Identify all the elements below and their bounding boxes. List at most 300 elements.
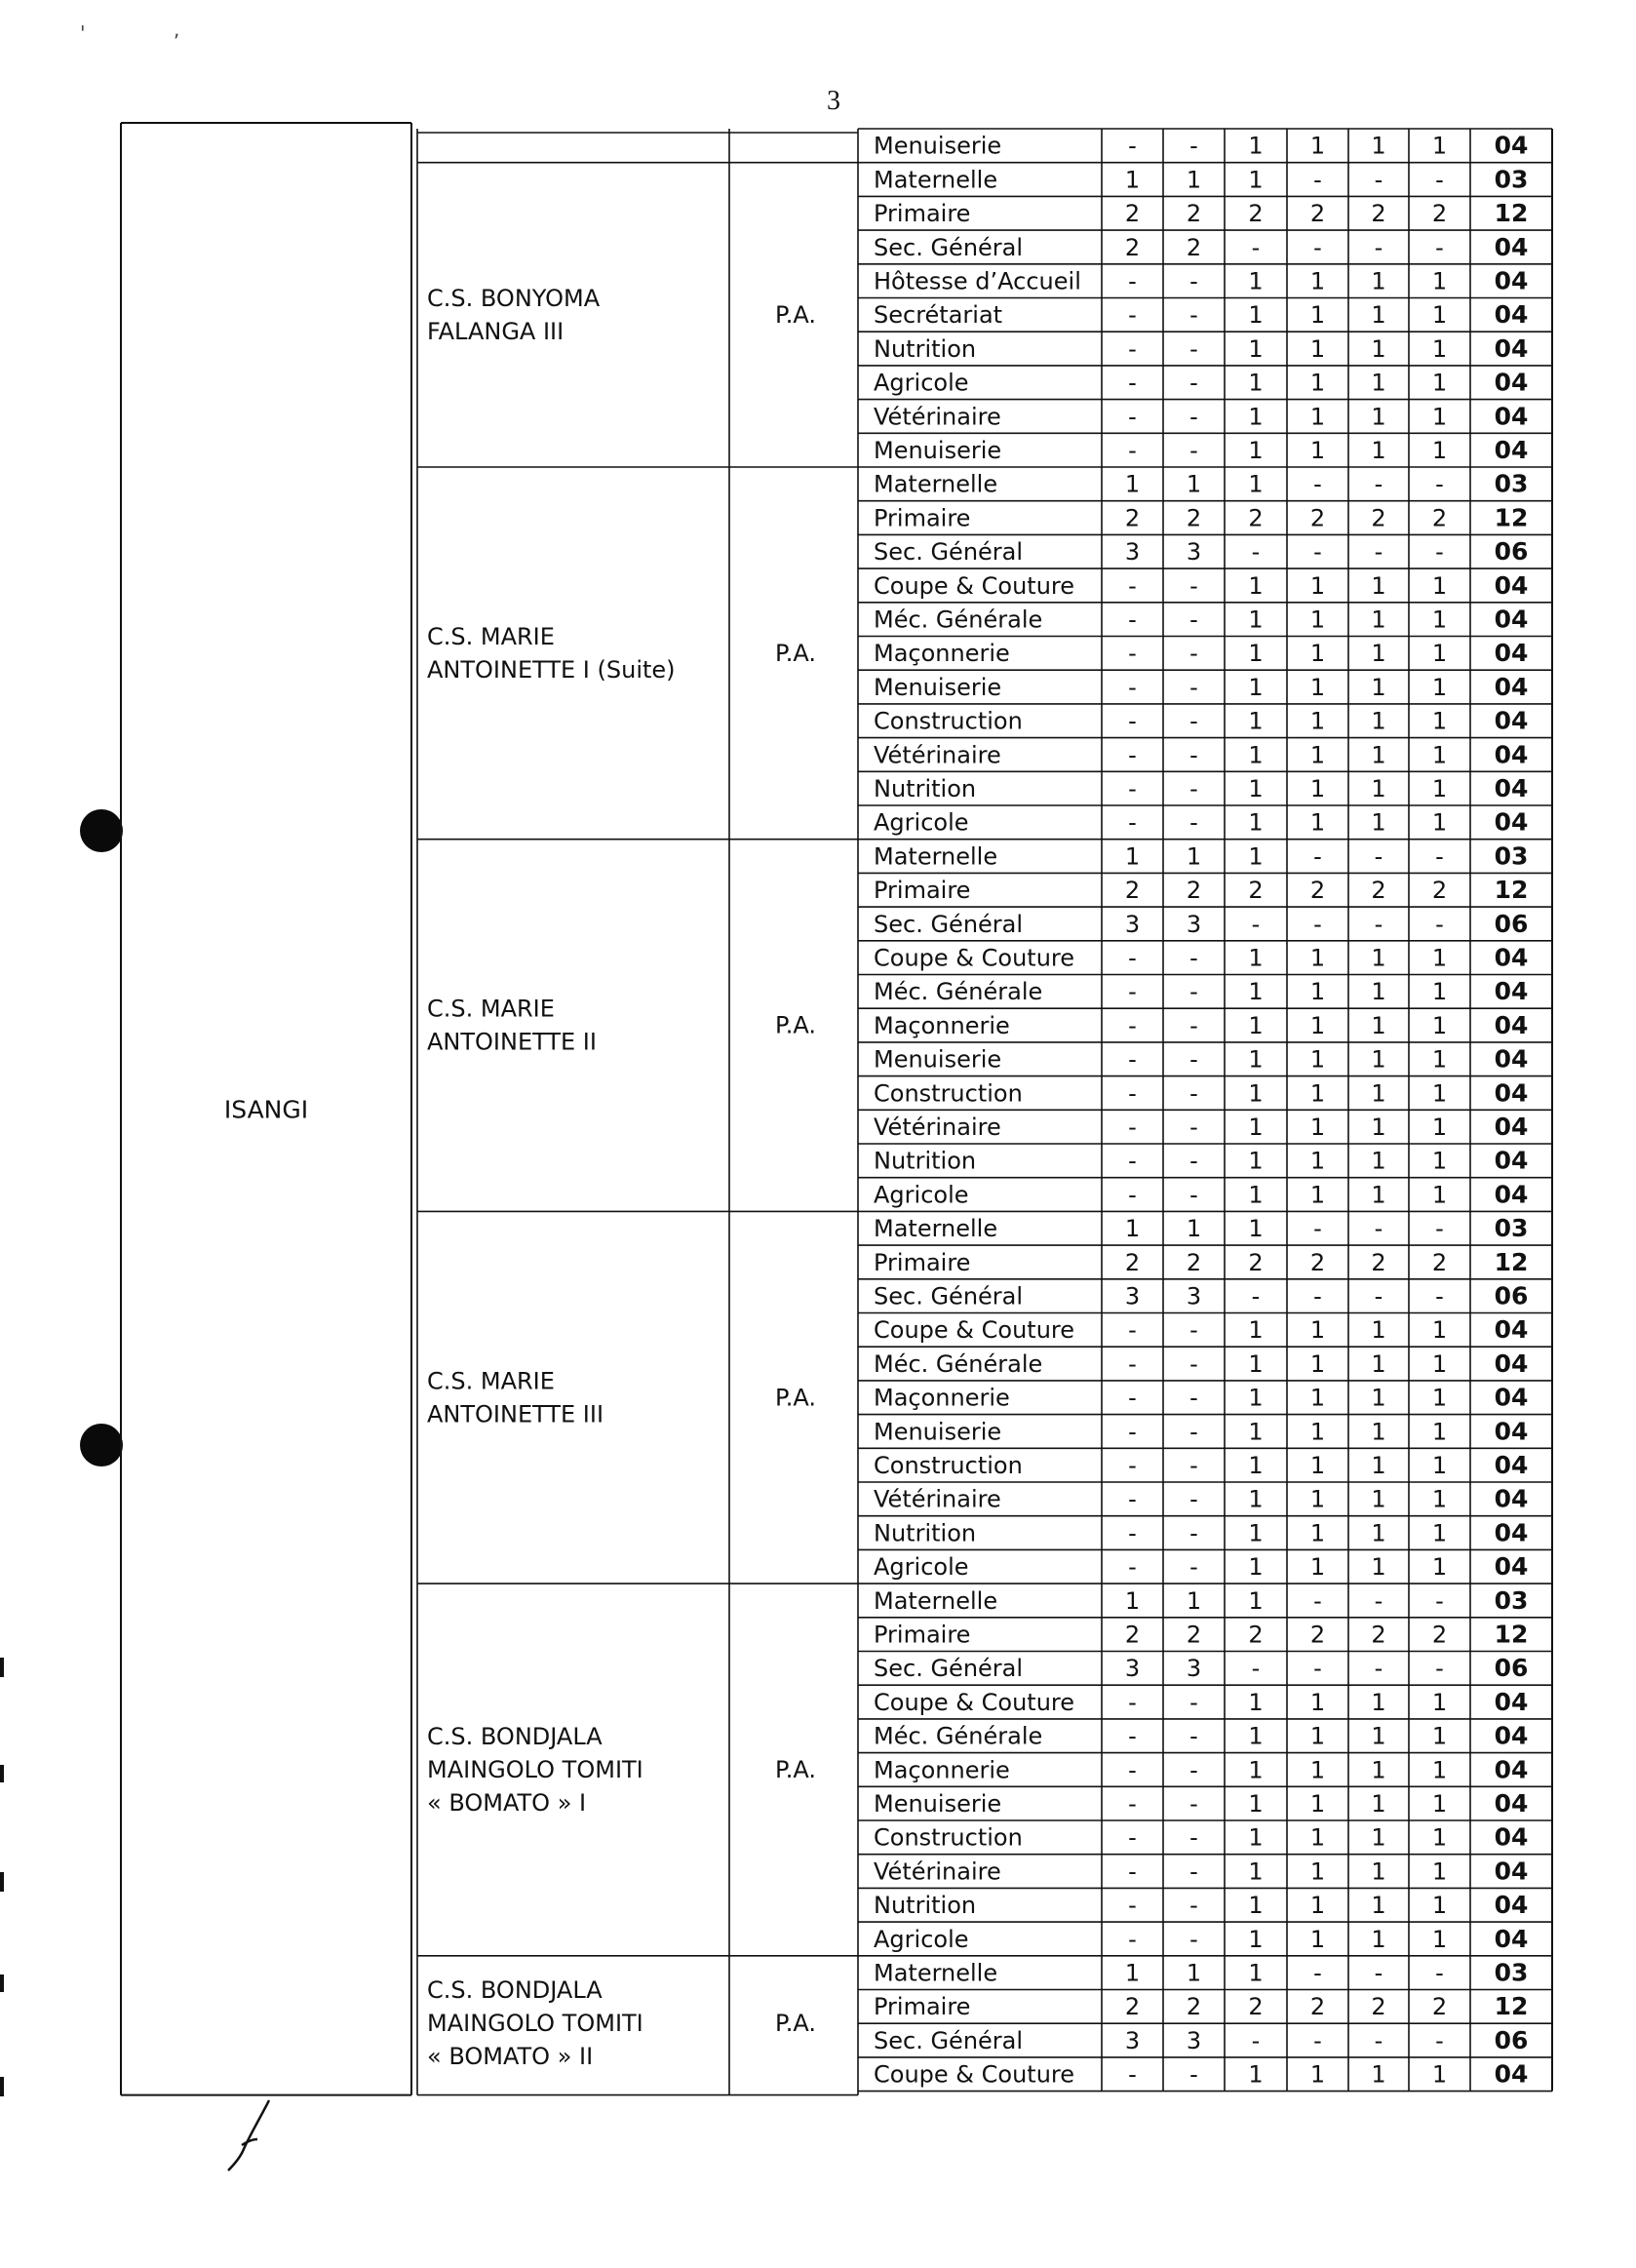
count-cell: 1	[1248, 1722, 1264, 1750]
total-cell: 04	[1494, 436, 1529, 464]
count-cell: 1	[1371, 1892, 1386, 1920]
count-cell: -	[1189, 944, 1198, 972]
count-cell: 3	[1186, 1282, 1202, 1310]
count-cell: 1	[1431, 775, 1448, 802]
count-cell: -	[1128, 2060, 1137, 2089]
count-cell: -	[1313, 538, 1322, 567]
count-cell: 1	[1371, 437, 1386, 464]
count-cell: -	[1189, 1823, 1198, 1852]
total-cell: 12	[1494, 199, 1529, 228]
subject-label: Sec. Général	[874, 233, 1024, 261]
count-cell: -	[1313, 2026, 1322, 2054]
count-cell: 1	[1248, 1756, 1264, 1784]
count-cell: -	[1128, 1485, 1137, 1513]
count-cell: 2	[1431, 200, 1448, 228]
total-cell: 04	[1494, 1687, 1529, 1716]
subject-label: Agricole	[874, 808, 969, 837]
count-cell: -	[1128, 775, 1137, 802]
count-cell: -	[1313, 233, 1322, 261]
total-cell: 12	[1494, 1620, 1529, 1649]
count-cell: -	[1128, 1857, 1137, 1886]
count-cell: 1	[1431, 301, 1448, 330]
count-cell: 1	[1371, 1349, 1386, 1378]
count-cell: 1	[1431, 1519, 1448, 1547]
count-cell: -	[1189, 403, 1198, 431]
count-cell: 1	[1248, 707, 1264, 735]
center-name: C.S. MARIE	[427, 1367, 555, 1395]
count-cell: -	[1189, 1857, 1198, 1886]
count-cell: 2	[1371, 504, 1386, 532]
count-cell: -	[1128, 1519, 1137, 1547]
subject-label: Primaire	[874, 504, 971, 532]
center-name: « BOMATO » II	[427, 2043, 594, 2071]
count-cell: -	[1435, 1959, 1444, 1987]
count-cell: 2	[1186, 1248, 1202, 1276]
total-cell: 04	[1494, 1315, 1529, 1345]
subject-label: Coupe & Couture	[874, 1316, 1075, 1345]
center-type: P.A.	[775, 639, 816, 667]
total-cell: 03	[1494, 1585, 1529, 1615]
count-cell: 1	[1309, 1011, 1326, 1039]
subject-label: Secrétariat	[874, 301, 1003, 330]
count-cell: 1	[1309, 1553, 1326, 1582]
count-cell: 1	[1371, 707, 1386, 735]
count-cell: -	[1128, 707, 1137, 735]
count-cell: 1	[1431, 673, 1448, 701]
count-cell: 1	[1309, 1349, 1326, 1378]
count-cell: 2	[1371, 1248, 1386, 1276]
count-cell: -	[1128, 1722, 1137, 1750]
subject-label: Nutrition	[874, 334, 977, 363]
count-cell: 3	[1186, 2026, 1202, 2054]
count-cell: 2	[1186, 504, 1202, 532]
total-cell: 04	[1494, 672, 1529, 701]
center-name: MAINGOLO TOMITI	[427, 2010, 643, 2038]
center-name: « BOMATO » I	[427, 1788, 587, 1817]
count-cell: 1	[1371, 1857, 1386, 1886]
count-cell: 1	[1309, 978, 1326, 1006]
count-cell: 1	[1431, 334, 1448, 363]
subject-label: Vétérinaire	[874, 1114, 1001, 1141]
count-cell: 1	[1309, 1384, 1326, 1412]
count-cell: 1	[1431, 640, 1448, 668]
total-cell: 04	[1494, 1552, 1529, 1582]
count-cell: -	[1189, 334, 1198, 363]
subject-label: Menuiserie	[874, 437, 1002, 464]
count-cell: 2	[1248, 1993, 1264, 2021]
count-cell: -	[1189, 1181, 1198, 1209]
count-cell: 1	[1431, 1925, 1448, 1953]
total-cell: 04	[1494, 1789, 1529, 1818]
count-cell: -	[1128, 978, 1137, 1006]
count-cell: -	[1189, 369, 1198, 397]
count-cell: 1	[1431, 1045, 1448, 1074]
count-cell: 2	[1309, 1248, 1326, 1276]
count-cell: 2	[1248, 504, 1264, 532]
count-cell: -	[1189, 673, 1198, 701]
count-cell: -	[1435, 1655, 1444, 1683]
count-cell: 2	[1124, 1993, 1141, 2021]
count-cell: -	[1374, 470, 1383, 498]
total-cell: 04	[1494, 1146, 1529, 1175]
subject-label: Construction	[874, 707, 1023, 735]
count-cell: -	[1313, 842, 1322, 871]
total-cell: 06	[1494, 537, 1529, 567]
count-cell: 2	[1248, 1248, 1264, 1276]
count-cell: 1	[1124, 1959, 1141, 1987]
total-cell: 04	[1494, 977, 1529, 1006]
count-cell: 1	[1431, 741, 1448, 769]
subject-label: Méc. Générale	[874, 1349, 1043, 1378]
count-cell: 3	[1124, 1282, 1141, 1310]
count-cell: 1	[1371, 673, 1386, 701]
count-cell: -	[1189, 1045, 1198, 1074]
subject-label: Maternelle	[874, 1586, 998, 1615]
count-cell: 3	[1124, 910, 1141, 938]
total-cell: 04	[1494, 740, 1529, 769]
count-cell: -	[1189, 808, 1198, 837]
count-cell: 1	[1309, 808, 1326, 837]
count-cell: -	[1128, 673, 1137, 701]
count-cell: 1	[1124, 842, 1141, 871]
count-cell: 1	[1431, 1790, 1448, 1818]
count-cell: 2	[1124, 233, 1141, 261]
subject-label: Maternelle	[874, 470, 998, 498]
count-cell: 1	[1371, 334, 1386, 363]
count-cell: 1	[1371, 267, 1386, 295]
total-cell: 06	[1494, 2025, 1529, 2054]
count-cell: 1	[1431, 1181, 1448, 1209]
total-cell: 04	[1494, 774, 1529, 802]
count-cell: -	[1435, 233, 1444, 261]
count-cell: -	[1374, 1586, 1383, 1615]
count-cell: 1	[1371, 1925, 1386, 1953]
count-cell: 1	[1248, 775, 1264, 802]
count-cell: -	[1128, 1147, 1137, 1175]
total-cell: 04	[1494, 1924, 1529, 1953]
count-cell: 1	[1248, 1892, 1264, 1920]
count-cell: -	[1189, 1790, 1198, 1818]
subject-label: Sec. Général	[874, 2026, 1024, 2054]
count-cell: -	[1128, 301, 1137, 330]
count-cell: 1	[1309, 267, 1326, 295]
count-cell: 1	[1248, 1079, 1264, 1108]
subject-label: Maçonnerie	[874, 1384, 1010, 1412]
subject-label: Vétérinaire	[874, 1485, 1001, 1513]
count-cell: 1	[1431, 606, 1448, 634]
count-cell: 1	[1248, 334, 1264, 363]
count-cell: 2	[1248, 200, 1264, 228]
count-cell: 1	[1431, 1418, 1448, 1446]
total-cell: 06	[1494, 1654, 1529, 1683]
count-cell: 1	[1309, 944, 1326, 972]
count-cell: 1	[1431, 1722, 1448, 1750]
count-cell: 1	[1309, 1519, 1326, 1547]
count-cell: 1	[1431, 1688, 1448, 1716]
subject-label: Primaire	[874, 1248, 971, 1276]
total-cell: 06	[1494, 909, 1529, 938]
total-cell: 04	[1494, 232, 1529, 261]
count-cell: 1	[1309, 301, 1326, 330]
count-cell: -	[1189, 1011, 1198, 1039]
count-cell: -	[1189, 1756, 1198, 1784]
count-cell: 1	[1431, 1892, 1448, 1920]
count-cell: 1	[1248, 1485, 1264, 1513]
count-cell: 1	[1248, 1790, 1264, 1818]
count-cell: 1	[1371, 1485, 1386, 1513]
total-cell: 04	[1494, 1113, 1529, 1141]
subject-label: Agricole	[874, 1553, 969, 1582]
count-cell: 1	[1309, 606, 1326, 634]
scan-speck: '	[80, 21, 86, 45]
count-cell: 1	[1431, 1349, 1448, 1378]
total-cell: 04	[1494, 570, 1529, 600]
count-cell: 1	[1371, 1011, 1386, 1039]
subject-label: Maternelle	[874, 1959, 998, 1987]
subject-label: Maçonnerie	[874, 640, 1010, 668]
count-cell: 1	[1186, 1959, 1202, 1987]
count-cell: -	[1313, 910, 1322, 938]
count-cell: 2	[1309, 200, 1326, 228]
count-cell: 1	[1431, 267, 1448, 295]
subject-label: Agricole	[874, 1925, 969, 1953]
total-cell: 04	[1494, 333, 1529, 363]
scan-speck: ,	[174, 18, 180, 41]
count-cell: 1	[1309, 437, 1326, 464]
count-cell: 1	[1309, 1114, 1326, 1141]
count-cell: -	[1189, 707, 1198, 735]
count-cell: -	[1251, 538, 1261, 567]
subject-label: Menuiserie	[874, 1045, 1002, 1074]
count-cell: -	[1374, 2026, 1383, 2054]
count-cell: 1	[1431, 1756, 1448, 1784]
count-cell: -	[1189, 978, 1198, 1006]
count-cell: 1	[1309, 1485, 1326, 1513]
total-cell: 04	[1494, 1010, 1529, 1039]
count-cell: 1	[1248, 1553, 1264, 1582]
count-cell: 2	[1371, 877, 1386, 905]
total-cell: 12	[1494, 1247, 1529, 1276]
count-cell: 1	[1248, 1925, 1264, 1953]
subject-label: Sec. Général	[874, 910, 1024, 938]
count-cell: -	[1128, 1418, 1137, 1446]
count-cell: 1	[1309, 369, 1326, 397]
subject-label: Vétérinaire	[874, 403, 1001, 431]
count-cell: 1	[1371, 571, 1386, 600]
center-name: ANTOINETTE II	[427, 1028, 597, 1056]
count-cell: 1	[1309, 334, 1326, 363]
count-cell: 1	[1248, 1316, 1264, 1345]
count-cell: 1	[1309, 673, 1326, 701]
count-cell: -	[1128, 1114, 1137, 1141]
subject-label: Agricole	[874, 369, 969, 397]
total-cell: 04	[1494, 1518, 1529, 1547]
subject-label: Construction	[874, 1079, 1023, 1108]
subject-label: Agricole	[874, 1181, 969, 1209]
count-cell: 2	[1431, 504, 1448, 532]
count-cell: -	[1435, 842, 1444, 871]
count-cell: 1	[1248, 1114, 1264, 1141]
count-cell: 1	[1371, 1147, 1386, 1175]
count-cell: 1	[1371, 1316, 1386, 1345]
subject-label: Maternelle	[874, 166, 998, 194]
count-cell: 1	[1186, 166, 1202, 194]
count-cell: -	[1313, 1586, 1322, 1615]
count-cell: 1	[1431, 132, 1448, 160]
count-cell: 1	[1371, 1519, 1386, 1547]
count-cell: 1	[1309, 1790, 1326, 1818]
count-cell: -	[1435, 1282, 1444, 1310]
count-cell: 1	[1309, 1857, 1326, 1886]
count-cell: -	[1374, 233, 1383, 261]
count-cell: 1	[1248, 1586, 1264, 1615]
count-cell: -	[1374, 166, 1383, 194]
count-cell: -	[1128, 1756, 1137, 1784]
count-cell: 1	[1124, 1215, 1141, 1243]
count-cell: 1	[1371, 1181, 1386, 1209]
count-cell: 1	[1309, 1688, 1326, 1716]
count-cell: 1	[1309, 1181, 1326, 1209]
total-cell: 04	[1494, 1383, 1529, 1412]
center-type: P.A.	[775, 300, 816, 329]
count-cell: 3	[1186, 910, 1202, 938]
count-cell: 1	[1371, 1823, 1386, 1852]
count-cell: 1	[1371, 640, 1386, 668]
count-cell: 1	[1309, 1925, 1326, 1953]
count-cell: 1	[1431, 1553, 1448, 1582]
count-cell: 1	[1309, 775, 1326, 802]
count-cell: 1	[1371, 1384, 1386, 1412]
count-cell: 2	[1309, 504, 1326, 532]
total-cell: 04	[1494, 605, 1529, 634]
total-cell: 04	[1494, 807, 1529, 837]
total-cell: 12	[1494, 876, 1529, 905]
subject-label: Primaire	[874, 200, 971, 228]
subject-label: Méc. Générale	[874, 978, 1043, 1006]
center-name: MAINGOLO TOMITI	[427, 1755, 643, 1783]
count-cell: 1	[1248, 470, 1264, 498]
count-cell: 1	[1371, 1452, 1386, 1479]
count-cell: 1	[1248, 741, 1264, 769]
count-cell: 2	[1186, 877, 1202, 905]
total-cell: 04	[1494, 1857, 1529, 1886]
subject-label: Maçonnerie	[874, 1011, 1010, 1039]
count-cell: 1	[1248, 267, 1264, 295]
count-cell: 1	[1309, 1147, 1326, 1175]
total-cell: 04	[1494, 1721, 1529, 1750]
count-cell: 1	[1371, 606, 1386, 634]
count-cell: 2	[1371, 1993, 1386, 2021]
count-cell: -	[1189, 301, 1198, 330]
count-cell: 1	[1186, 470, 1202, 498]
count-cell: -	[1189, 741, 1198, 769]
center-name: ANTOINETTE I (Suite)	[427, 655, 676, 684]
total-cell: 04	[1494, 1484, 1529, 1513]
count-cell: 2	[1186, 233, 1202, 261]
total-cell: 04	[1494, 1349, 1529, 1378]
center-type: P.A.	[775, 1755, 816, 1783]
subject-label: Nutrition	[874, 1892, 977, 1920]
count-cell: -	[1189, 1114, 1198, 1141]
center-name: C.S. BONDJALA	[427, 1976, 603, 2005]
count-cell: 1	[1248, 1181, 1264, 1209]
total-cell: 04	[1494, 300, 1529, 330]
count-cell: -	[1313, 1959, 1322, 1987]
count-cell: -	[1128, 1892, 1137, 1920]
subject-label: Nutrition	[874, 1147, 977, 1175]
total-cell: 04	[1494, 1078, 1529, 1108]
total-cell: 04	[1494, 1417, 1529, 1446]
count-cell: 1	[1371, 132, 1386, 160]
count-cell: -	[1128, 1925, 1137, 1953]
count-cell: 1	[1248, 978, 1264, 1006]
count-cell: 1	[1371, 1114, 1386, 1141]
count-cell: 1	[1309, 640, 1326, 668]
count-cell: 1	[1431, 1384, 1448, 1412]
total-cell: 04	[1494, 266, 1529, 295]
count-cell: -	[1313, 470, 1322, 498]
count-cell: -	[1251, 1655, 1261, 1683]
count-cell: -	[1128, 403, 1137, 431]
count-cell: -	[1435, 910, 1444, 938]
count-cell: 1	[1309, 1823, 1326, 1852]
count-cell: -	[1189, 1349, 1198, 1378]
count-cell: 2	[1371, 200, 1386, 228]
count-cell: -	[1128, 1823, 1137, 1852]
count-cell: -	[1128, 1011, 1137, 1039]
count-cell: -	[1189, 1892, 1198, 1920]
count-cell: -	[1251, 2026, 1261, 2054]
count-cell: -	[1128, 1790, 1137, 1818]
subject-label: Vétérinaire	[874, 741, 1001, 769]
subject-label: Primaire	[874, 1993, 971, 2021]
count-cell: 1	[1371, 741, 1386, 769]
count-cell: -	[1435, 1215, 1444, 1243]
count-cell: 1	[1248, 1384, 1264, 1412]
count-cell: 1	[1248, 301, 1264, 330]
subject-label: Méc. Générale	[874, 1722, 1043, 1750]
count-cell: 1	[1431, 1011, 1448, 1039]
count-cell: 1	[1371, 1045, 1386, 1074]
count-cell: 1	[1371, 978, 1386, 1006]
subject-label: Construction	[874, 1823, 1023, 1852]
count-cell: 2	[1431, 1993, 1448, 2021]
subject-label: Sec. Général	[874, 538, 1024, 567]
count-cell: 1	[1186, 1215, 1202, 1243]
count-cell: 1	[1248, 1857, 1264, 1886]
count-cell: -	[1128, 267, 1137, 295]
count-cell: 1	[1371, 1688, 1386, 1716]
count-cell: -	[1435, 166, 1444, 194]
count-cell: 2	[1124, 1621, 1141, 1649]
count-cell: 1	[1186, 842, 1202, 871]
count-cell: 1	[1431, 808, 1448, 837]
subject-label: Maçonnerie	[874, 1756, 1010, 1784]
count-cell: 1	[1248, 842, 1264, 871]
count-cell: 1	[1431, 1114, 1448, 1141]
count-cell: -	[1435, 2026, 1444, 2054]
count-cell: 1	[1431, 1147, 1448, 1175]
count-cell: 1	[1431, 403, 1448, 431]
count-cell: -	[1189, 1485, 1198, 1513]
count-cell: 1	[1309, 1722, 1326, 1750]
count-cell: -	[1189, 1519, 1198, 1547]
center-name: FALANGA III	[427, 317, 565, 345]
count-cell: -	[1128, 1553, 1137, 1582]
total-cell: 12	[1494, 503, 1529, 532]
count-cell: 1	[1371, 1790, 1386, 1818]
count-cell: -	[1128, 132, 1137, 160]
